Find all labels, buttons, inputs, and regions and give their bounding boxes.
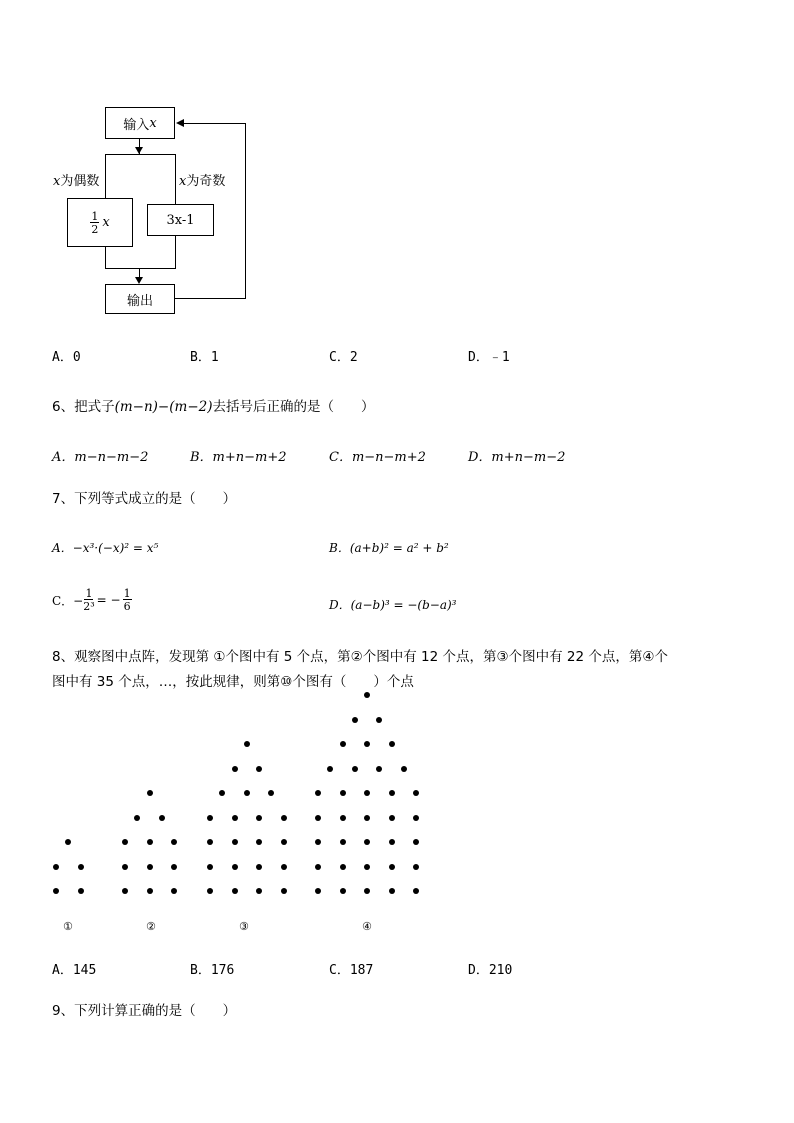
dot-fig4 (340, 839, 346, 845)
dot-fig3 (207, 864, 213, 870)
dot-fig3 (207, 815, 213, 821)
dot-fig2 (159, 815, 165, 821)
dot-fig2 (122, 839, 128, 845)
q6-option-b[interactable]: B．m+n−m+2 (190, 450, 287, 465)
arrow-down-icon (135, 277, 143, 284)
odd-box: 3x-1 (147, 204, 214, 236)
dot-fig3 (232, 888, 238, 894)
dot-fig4 (315, 864, 321, 870)
arrow-left-icon (176, 119, 184, 127)
dot-fig4 (340, 888, 346, 894)
q6-stem: 6、把式子(m−n)−(m−2)去括号后正确的是（ ） (52, 399, 375, 415)
dot-fig3 (232, 815, 238, 821)
dot-fig4 (389, 741, 395, 747)
dot-fig2 (122, 888, 128, 894)
dot-fig3 (244, 790, 250, 796)
dot-fig2 (147, 888, 153, 894)
dot-fig1 (78, 864, 84, 870)
dot-fig3 (232, 839, 238, 845)
input-var: x (149, 115, 157, 131)
q8-option-b[interactable]: B．176 (190, 963, 235, 978)
dot-fig2 (147, 864, 153, 870)
figure-label-2: ② (146, 920, 156, 933)
dot-fig1 (65, 839, 71, 845)
q5-option-c[interactable]: C．2 (329, 350, 358, 365)
output-box: 输出 (105, 284, 175, 314)
q7-option-c[interactable]: C．− $\frac{1}{\text{2³}}$ = − $\frac{1}{6}$ (52, 587, 131, 613)
dot-fig3 (207, 839, 213, 845)
dot-fig3 (256, 888, 262, 894)
dot-fig4 (364, 888, 370, 894)
dot-fig4 (376, 717, 382, 723)
dot-fig3 (219, 790, 225, 796)
dot-fig4 (376, 766, 382, 772)
q7-option-b[interactable]: B．(a+b)² = a² + b² (329, 541, 449, 555)
figure-label-1: ① (63, 920, 73, 933)
dot-fig4 (413, 888, 419, 894)
dot-fig3 (256, 766, 262, 772)
dot-fig2 (134, 815, 140, 821)
dot-fig1 (53, 888, 59, 894)
half-box: $\frac{1}{2}$ x (67, 198, 133, 247)
dot-fig3 (244, 741, 250, 747)
dot-fig3 (232, 864, 238, 870)
dot-fig4 (413, 839, 419, 845)
dot-fig2 (147, 790, 153, 796)
dot-fig4 (389, 815, 395, 821)
dot-fig4 (315, 839, 321, 845)
q7-option-a[interactable]: A．−x³·(−x)² = x⁵ (52, 541, 159, 555)
dot-fig4 (340, 864, 346, 870)
dot-fig3 (256, 815, 262, 821)
figure-label-3: ③ (239, 920, 249, 933)
dot-fig3 (268, 790, 274, 796)
dot-fig2 (122, 864, 128, 870)
arrow-down-icon (135, 147, 143, 154)
dot-fig4 (413, 815, 419, 821)
q6-option-a[interactable]: A．m−n−m−2 (52, 450, 149, 465)
dot-fig2 (147, 839, 153, 845)
dot-fig4 (352, 766, 358, 772)
q8-option-d[interactable]: D．210 (468, 963, 513, 978)
dot-fig3 (281, 864, 287, 870)
dot-fig4 (315, 815, 321, 821)
q7-option-d[interactable]: D．(a−b)³ = −(b−a)³ (329, 598, 457, 612)
dot-fig2 (171, 888, 177, 894)
dot-fig4 (364, 790, 370, 796)
q6-option-d[interactable]: D．m+n−m−2 (468, 450, 566, 465)
dot-fig4 (389, 790, 395, 796)
dot-fig3 (256, 839, 262, 845)
q8-option-c[interactable]: C．187 (329, 963, 374, 978)
dot-fig4 (364, 815, 370, 821)
dot-fig4 (364, 839, 370, 845)
dot-fig3 (281, 815, 287, 821)
dot-fig4 (413, 790, 419, 796)
q5-option-d[interactable]: D．﹣1 (468, 350, 510, 365)
dot-fig4 (364, 692, 370, 698)
dot-fig4 (389, 888, 395, 894)
dot-fig4 (364, 864, 370, 870)
dot-fig4 (340, 790, 346, 796)
q9-stem: 9、下列计算正确的是（ ） (52, 1003, 237, 1019)
dot-fig4 (413, 864, 419, 870)
dot-fig4 (352, 717, 358, 723)
dot-fig3 (281, 888, 287, 894)
dot-fig3 (256, 864, 262, 870)
figure-label-4: ④ (362, 920, 372, 933)
dot-fig4 (389, 864, 395, 870)
dot-fig4 (401, 766, 407, 772)
dot-fig4 (315, 790, 321, 796)
q5-option-b[interactable]: B．1 (190, 350, 219, 365)
dot-fig4 (340, 815, 346, 821)
dot-fig3 (207, 888, 213, 894)
q6-option-c[interactable]: C．m−n−m+2 (329, 450, 426, 465)
q8-stem-line2: 图中有 35 个点，…，按此规律，则第⑩个图有（ ）个点 (52, 674, 414, 690)
input-box (105, 107, 175, 139)
dot-fig2 (171, 839, 177, 845)
q7-stem: 7、下列等式成立的是（ ） (52, 491, 237, 507)
q5-option-a[interactable]: A．0 (52, 350, 81, 365)
dot-fig2 (171, 864, 177, 870)
dot-fig3 (281, 839, 287, 845)
dot-fig1 (78, 888, 84, 894)
q8-option-a[interactable]: A．145 (52, 963, 97, 978)
dot-fig4 (315, 888, 321, 894)
q8-stem-line1: 8、观察图中点阵，发现第 ①个图中有 5 个点，第②个图中有 12 个点，第③个图中有 22 个点，第④个 (52, 649, 668, 665)
dot-fig4 (364, 741, 370, 747)
dot-fig4 (389, 839, 395, 845)
dot-fig1 (53, 864, 59, 870)
even-branch-label: x为偶数 (53, 174, 100, 189)
dot-fig4 (327, 766, 333, 772)
odd-branch-label: x为奇数 (179, 174, 226, 189)
input-label: 输入 (123, 117, 150, 133)
dot-fig3 (232, 766, 238, 772)
dot-fig4 (340, 741, 346, 747)
